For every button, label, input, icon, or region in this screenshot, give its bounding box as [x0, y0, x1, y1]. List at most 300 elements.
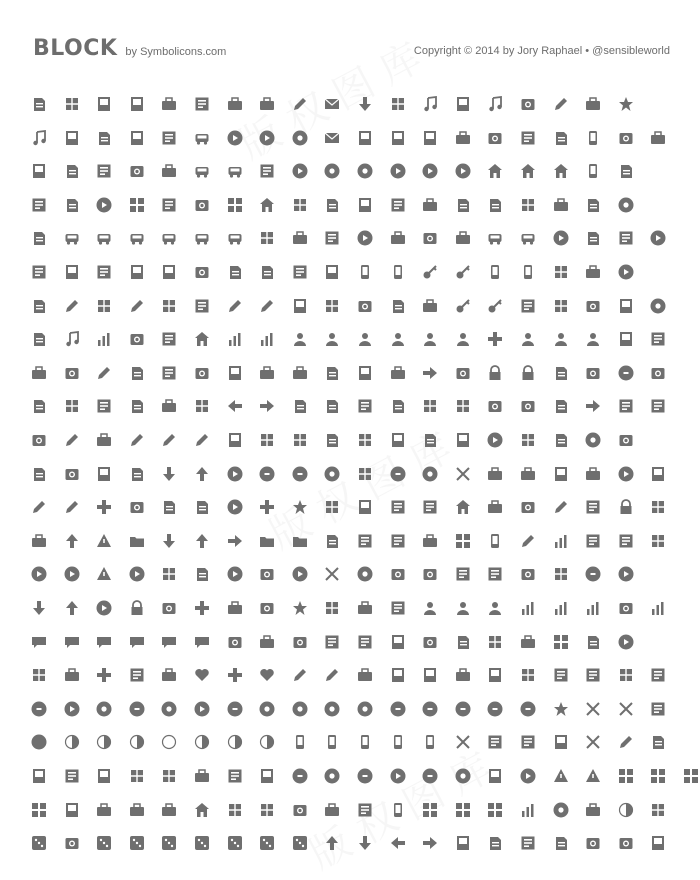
- add-circle-icon: [161, 701, 177, 717]
- soda-icon: [292, 432, 308, 448]
- align-icon: [553, 533, 569, 549]
- box-icon: [129, 466, 145, 482]
- arrow-down-circle-icon: [64, 701, 80, 717]
- wrench-icon: [650, 734, 666, 750]
- boat-icon: [161, 230, 177, 246]
- money-bag-icon: [618, 163, 634, 179]
- test-tube-icon: [64, 432, 80, 448]
- keypad-icon: [455, 264, 471, 280]
- speech-icon: [64, 634, 80, 650]
- cloud-upload-icon: [64, 600, 80, 616]
- close-circle-icon: [520, 701, 536, 717]
- cinema-icon: [292, 634, 308, 650]
- header: [33, 36, 670, 66]
- scissors-alt-icon: [194, 566, 210, 582]
- face-icon: [650, 298, 666, 314]
- arrow-up-circle-icon: [31, 701, 47, 717]
- inbox-envelope-icon: [324, 96, 340, 112]
- parking-icon: [64, 566, 80, 582]
- basketball-icon: [324, 466, 340, 482]
- phone-icon: [357, 264, 373, 280]
- note-icon: [487, 96, 503, 112]
- info-icon: [650, 230, 666, 246]
- typewriter-icon: [64, 96, 80, 112]
- filter-icon: [390, 600, 406, 616]
- unlock-icon: [520, 365, 536, 381]
- sheriff-icon: [292, 499, 308, 515]
- grid-window-icon: [455, 802, 471, 818]
- crop-icon: [161, 398, 177, 414]
- sun-icon: [455, 566, 471, 582]
- layout-icon: [96, 398, 112, 414]
- cutlery-icon: [553, 466, 569, 482]
- baby-bottle-icon: [259, 432, 275, 448]
- buildings-icon: [455, 499, 471, 515]
- bucket-icon: [650, 466, 666, 482]
- square-spiral-icon: [259, 802, 275, 818]
- moon-phase-2-icon: [96, 734, 112, 750]
- broadcast-icon: [31, 331, 47, 347]
- skull-icon: [618, 197, 634, 213]
- train-icon: [227, 230, 243, 246]
- server-remove-icon: [227, 600, 243, 616]
- alien-icon: [357, 230, 373, 246]
- football-icon: [357, 466, 373, 482]
- flashlight-icon: [422, 130, 438, 146]
- die-1b-icon: [96, 835, 112, 851]
- ipod-icon: [422, 734, 438, 750]
- open-book-icon: [553, 96, 569, 112]
- hotdog-icon: [618, 432, 634, 448]
- microphone-icon: [520, 264, 536, 280]
- burger-icon: [553, 432, 569, 448]
- pipette-icon: [129, 432, 145, 448]
- die-6-icon: [259, 835, 275, 851]
- next-circle-icon: [357, 701, 373, 717]
- magic-icon: [194, 398, 210, 414]
- coins-icon: [161, 331, 177, 347]
- pill-alt-icon: [324, 667, 340, 683]
- key-alt-icon: [487, 298, 503, 314]
- swap-icon: [324, 398, 340, 414]
- arrow-up-icon: [324, 835, 340, 851]
- user-add-icon: [487, 331, 503, 347]
- minus-circle-alt-icon: [487, 701, 503, 717]
- target-rings-icon: [553, 802, 569, 818]
- golf-icon: [487, 466, 503, 482]
- wand-icon: [259, 298, 275, 314]
- button-icon: [618, 634, 634, 650]
- car-front-icon: [96, 230, 112, 246]
- trophy-icon: [455, 130, 471, 146]
- surprise-icon: [422, 768, 438, 784]
- clapper-icon: [324, 533, 340, 549]
- warning-doc-icon: [96, 533, 112, 549]
- crown-icon: [487, 130, 503, 146]
- plus-icon: [259, 499, 275, 515]
- external-icon: [455, 365, 471, 381]
- megaphone-icon: [585, 130, 601, 146]
- heart-plus-icon: [227, 667, 243, 683]
- masks-icon: [650, 499, 666, 515]
- cheese-icon: [585, 835, 601, 851]
- pie-chart-icon: [585, 600, 601, 616]
- folder-minus-icon: [259, 533, 275, 549]
- bus-icon: [129, 230, 145, 246]
- bug-icon: [650, 398, 666, 414]
- toilet-icon: [520, 499, 536, 515]
- zoom-in-icon: [31, 667, 47, 683]
- conference-icon: [455, 600, 471, 616]
- share-box-icon: [422, 365, 438, 381]
- logo-text: BLOCK: [33, 36, 118, 61]
- map-icon: [161, 130, 177, 146]
- hourglass-icon: [487, 667, 503, 683]
- die-4-icon: [194, 835, 210, 851]
- candy-icon: [324, 432, 340, 448]
- video-icon: [64, 365, 80, 381]
- rss-icon: [422, 667, 438, 683]
- expand-icon: [357, 398, 373, 414]
- signpost-icon: [96, 130, 112, 146]
- link-icon: [422, 298, 438, 314]
- picnic-icon: [553, 197, 569, 213]
- toolbox-icon: [292, 197, 308, 213]
- question-bubble-icon: [161, 634, 177, 650]
- calendar-frame-icon: [357, 634, 373, 650]
- gift-icon: [96, 163, 112, 179]
- graduation-icon: [520, 298, 536, 314]
- sad-icon: [455, 768, 471, 784]
- music-disc-icon: [520, 768, 536, 784]
- airplane-icon: [390, 230, 406, 246]
- refresh-icon: [487, 398, 503, 414]
- wheelchair-icon: [618, 264, 634, 280]
- shirt-icon: [357, 499, 373, 515]
- couch-icon: [31, 163, 47, 179]
- suitcase-icon: [324, 197, 340, 213]
- mosaic-icon: [31, 802, 47, 818]
- database-icon: [161, 600, 177, 616]
- stop-circle-icon: [227, 701, 243, 717]
- upload-tray-icon: [64, 533, 80, 549]
- server-add-icon: [194, 600, 210, 616]
- truck-icon: [520, 230, 536, 246]
- theater-icon: [455, 634, 471, 650]
- robot-head-icon: [553, 835, 569, 851]
- teddy-icon: [194, 768, 210, 784]
- thumbs-up-icon: [618, 835, 634, 851]
- fireplace-icon: [520, 197, 536, 213]
- octagon-icon: [161, 566, 177, 582]
- newspaper-icon: [31, 96, 47, 112]
- info-circle-icon: [31, 566, 47, 582]
- portrait-icon: [324, 499, 340, 515]
- grid-4-icon: [487, 802, 503, 818]
- syringe-icon: [129, 298, 145, 314]
- stopwatch-icon: [357, 163, 373, 179]
- pill-icon: [161, 432, 177, 448]
- die-5-icon: [227, 835, 243, 851]
- smartphone-icon: [390, 734, 406, 750]
- crosshair-icon: [324, 566, 340, 582]
- globe-icon: [227, 130, 243, 146]
- die-2-icon: [129, 835, 145, 851]
- image-icon: [31, 398, 47, 414]
- trailer-icon: [487, 230, 503, 246]
- magnify-image-icon: [64, 398, 80, 414]
- roller-icon: [292, 298, 308, 314]
- inbox-down-icon: [64, 466, 80, 482]
- building-icon: [194, 331, 210, 347]
- settings-icon: [324, 600, 340, 616]
- search-icon: [161, 667, 177, 683]
- printer-icon: [161, 264, 177, 280]
- windows-icon: [650, 768, 666, 784]
- washer-icon: [357, 197, 373, 213]
- time-icon: [390, 163, 406, 179]
- bear-icon: [96, 768, 112, 784]
- help-icon: [129, 566, 145, 582]
- rings-icon: [618, 130, 634, 146]
- squares-icon: [553, 634, 569, 650]
- window-icon: [390, 197, 406, 213]
- file-remove-icon: [161, 499, 177, 515]
- eraser-icon: [96, 432, 112, 448]
- alert-bubble-icon: [129, 634, 145, 650]
- house-icon: [487, 163, 503, 179]
- picket-icon: [422, 499, 438, 515]
- user-icon: [292, 331, 308, 347]
- sliders-icon: [520, 802, 536, 818]
- circle-empty-icon: [161, 734, 177, 750]
- vector-icon: [129, 398, 145, 414]
- rocket-icon: [292, 230, 308, 246]
- web-icon: [292, 130, 308, 146]
- moon-phase-5-icon: [259, 734, 275, 750]
- warning-icon: [96, 566, 112, 582]
- photo-camera-icon: [292, 264, 308, 280]
- medical-frame-icon: [422, 634, 438, 650]
- cassette-icon: [129, 802, 145, 818]
- play-circle-icon: [259, 701, 275, 717]
- collapse-icon: [390, 398, 406, 414]
- backspace-icon: [390, 566, 406, 582]
- moon-phase-1-icon: [64, 734, 80, 750]
- camera-video-icon: [194, 197, 210, 213]
- bank-icon: [259, 197, 275, 213]
- check-box-icon: [390, 365, 406, 381]
- split-icon: [96, 802, 112, 818]
- soccer-icon: [390, 466, 406, 482]
- camera-icon: [259, 264, 275, 280]
- store-icon: [553, 163, 569, 179]
- film-icon: [31, 365, 47, 381]
- tags-icon: [324, 365, 340, 381]
- calendar-strip-icon: [390, 96, 406, 112]
- brand: [33, 36, 226, 61]
- undo-icon: [227, 398, 243, 414]
- zoom-out-icon: [64, 667, 80, 683]
- footprints-icon: [618, 298, 634, 314]
- fries-icon: [520, 432, 536, 448]
- merge-icon: [520, 835, 536, 851]
- cloud-download-icon: [31, 600, 47, 616]
- upload-box-icon: [194, 466, 210, 482]
- gauge-icon: [455, 163, 471, 179]
- pda-icon: [357, 734, 373, 750]
- open-envelope-icon: [292, 96, 308, 112]
- flask-icon: [31, 432, 47, 448]
- list-icon: [227, 331, 243, 347]
- music-note-icon: [64, 331, 80, 347]
- notebook-icon: [422, 96, 438, 112]
- rss-box-icon: [455, 667, 471, 683]
- hammer-icon: [194, 298, 210, 314]
- bone-icon: [618, 533, 634, 549]
- layers-icon: [618, 768, 634, 784]
- bird-icon: [129, 768, 145, 784]
- spool-icon: [585, 634, 601, 650]
- badge-icon: [585, 365, 601, 381]
- gift-box-icon: [161, 163, 177, 179]
- screwdriver-icon: [618, 734, 634, 750]
- apps-icon: [455, 533, 471, 549]
- runner-icon: [585, 264, 601, 280]
- fork-knife-icon: [650, 701, 666, 717]
- balloons-icon: [650, 130, 666, 146]
- donut-icon: [487, 432, 503, 448]
- waveform-icon: [618, 600, 634, 616]
- candle-icon: [64, 835, 80, 851]
- rewind-circle-icon: [422, 701, 438, 717]
- bicycle-icon: [422, 230, 438, 246]
- gallery-frame-icon: [259, 634, 275, 650]
- phone-mobile-icon: [324, 734, 340, 750]
- briefcase-icon: [650, 331, 666, 347]
- popsicle-icon: [422, 432, 438, 448]
- image-box-icon: [129, 365, 145, 381]
- radio-icon: [227, 264, 243, 280]
- pill-tag-icon: [292, 667, 308, 683]
- frame-icon: [227, 634, 243, 650]
- ticket-alt-icon: [357, 667, 373, 683]
- bottle-icon: [227, 432, 243, 448]
- airplay-icon: [455, 835, 471, 851]
- billiard-icon: [227, 466, 243, 482]
- penguin-icon: [618, 365, 634, 381]
- tools-icon: [96, 298, 112, 314]
- helicopter-icon: [259, 230, 275, 246]
- ticket-icon: [227, 365, 243, 381]
- grid-2x2-icon: [422, 802, 438, 818]
- pencils-icon: [64, 298, 80, 314]
- drawer-icon: [292, 802, 308, 818]
- pen-icon: [31, 499, 47, 515]
- tennis-icon: [259, 466, 275, 482]
- fork-icon: [553, 734, 569, 750]
- cat-icon: [64, 768, 80, 784]
- lion-icon: [259, 768, 275, 784]
- sunrise-icon: [422, 566, 438, 582]
- documents-icon: [129, 96, 145, 112]
- cash-register-icon: [31, 466, 47, 482]
- key-icon: [455, 298, 471, 314]
- moon-icon: [618, 802, 634, 818]
- arrow-right-circle-icon: [129, 701, 145, 717]
- umbrella-icon: [357, 130, 373, 146]
- usb-icon: [390, 533, 406, 549]
- tray-icon: [31, 533, 47, 549]
- links-icon: [553, 398, 569, 414]
- file-export-icon: [129, 499, 145, 515]
- hand-icon: [650, 533, 666, 549]
- lifebuoy-icon: [227, 566, 243, 582]
- alarm-icon: [324, 163, 340, 179]
- pin-icon: [161, 298, 177, 314]
- funnel-icon: [357, 600, 373, 616]
- no-entry-icon: [487, 768, 503, 784]
- apple-icon: [618, 466, 634, 482]
- cart-icon: [194, 163, 210, 179]
- x-mark-icon: [618, 701, 634, 717]
- baseball-icon: [292, 466, 308, 482]
- rattle-icon: [390, 499, 406, 515]
- flag-icon: [129, 130, 145, 146]
- pancakes-icon: [585, 466, 601, 482]
- tent-icon: [553, 768, 569, 784]
- credit-card-icon: [227, 163, 243, 179]
- download-box-icon: [161, 466, 177, 482]
- users-icon: [324, 331, 340, 347]
- keyboard-icon: [422, 264, 438, 280]
- cog-icon: [259, 600, 275, 616]
- campfire-icon: [487, 197, 503, 213]
- folder-download-icon: [161, 533, 177, 549]
- meh-icon: [390, 768, 406, 784]
- share-icon: [585, 398, 601, 414]
- quote-icon: [553, 667, 569, 683]
- pizza-icon: [585, 432, 601, 448]
- desk-globe-icon: [259, 130, 275, 146]
- arrow-right-icon: [422, 835, 438, 851]
- dog-icon: [31, 768, 47, 784]
- tablet-icon: [292, 734, 308, 750]
- puzzle-icon: [487, 566, 503, 582]
- browser-icon: [324, 802, 340, 818]
- binoculars-icon: [390, 130, 406, 146]
- folder-x-icon: [292, 533, 308, 549]
- die-1-icon: [31, 835, 47, 851]
- trash-icon: [161, 197, 177, 213]
- heart-x-icon: [259, 667, 275, 683]
- shuffle-icon: [292, 398, 308, 414]
- chandelier-icon: [553, 566, 569, 582]
- shop-icon: [194, 802, 210, 818]
- palette-icon: [31, 298, 47, 314]
- pushpin-icon: [390, 298, 406, 314]
- palm-tree-icon: [585, 197, 601, 213]
- switch-icon: [357, 802, 373, 818]
- yarn-icon: [520, 634, 536, 650]
- comment-icon: [96, 634, 112, 650]
- user-remove-icon: [520, 331, 536, 347]
- monitor-tv-icon: [31, 230, 47, 246]
- bars-chart-icon: [520, 600, 536, 616]
- user-check-icon: [553, 331, 569, 347]
- egg-icon: [585, 566, 601, 582]
- telephone-icon: [390, 264, 406, 280]
